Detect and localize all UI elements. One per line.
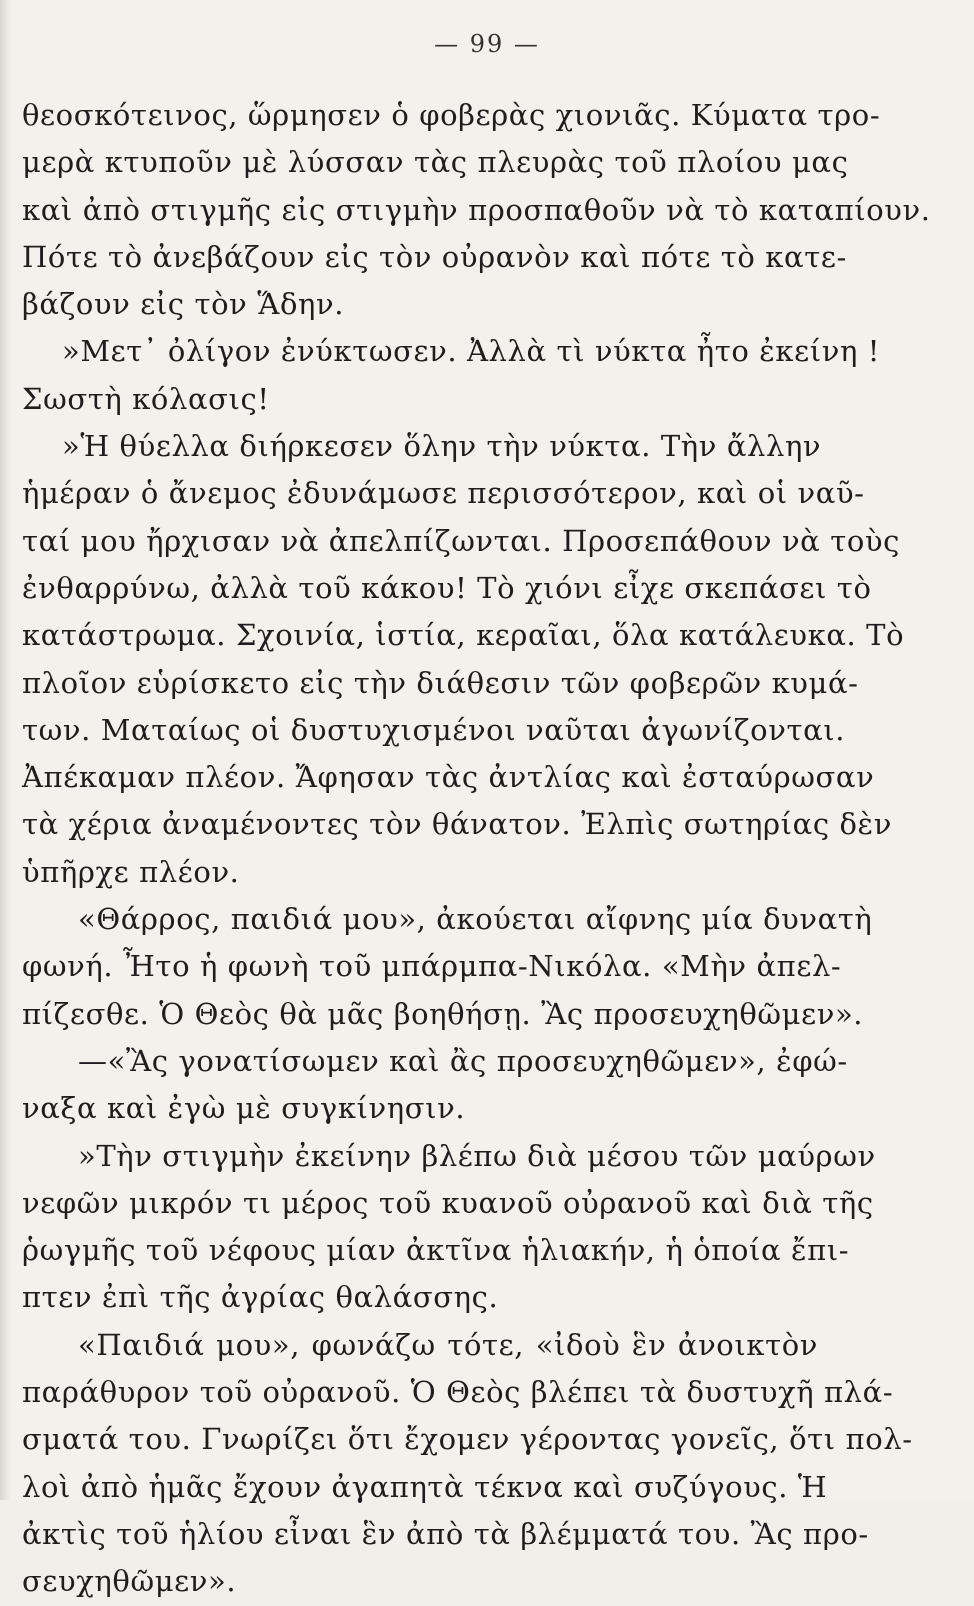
text-line: πίζεσθε. Ὁ Θεὸς θὰ μᾶς βοηθήσῃ. Ἂς προσευχηθῶμεν». — [22, 996, 864, 1031]
text-line: Σωστὴ κόλασις! — [22, 381, 270, 416]
text-line: λοὶ ἀπὸ ἡμᾶς ἔχουν ἀγαπητὰ τέκνα καὶ συζύγους. Ἡ — [22, 1469, 828, 1504]
text-line: τὰ χέρια ἀναμένοντες τὸν θάνατον. Ἐλπὶς σωτηρίας δὲν — [22, 807, 892, 842]
text-line: ὑπῆρχε πλέον. — [22, 854, 240, 889]
text-line: Πότε τὸ ἀνεβάζουν εἰς τὸν οὐρανὸν καὶ πότε τὸ κατε- — [22, 239, 847, 274]
text-line: μερὰ κτυποῦν μὲ λύσσαν τὰς πλευρὰς τοῦ πλοίου μας — [22, 145, 849, 180]
text-line: φωνή. Ἦτο ἡ φωνὴ τοῦ μπάρμπα-Νικόλα. «Μὴν ἀπελ- — [22, 949, 842, 984]
text-line: ταί μου ἤρχισαν νὰ ἀπελπίζωνται. Προσεπάθουν νὰ τοὺς — [22, 523, 900, 558]
text-line: πλοῖον εὑρίσκετο εἰς τὴν διάθεσιν τῶν φοβερῶν κυμά- — [22, 665, 859, 700]
text-line: των. Ματαίως οἱ δυστυχισμένοι ναῦται ἀγωνίζονται. — [22, 712, 846, 747]
text-line: νεφῶν μικρόν τι μέρος τοῦ κυανοῦ οὐρανοῦ καὶ διὰ τῆς — [22, 1185, 874, 1220]
text-line: πτεν ἐπὶ τῆς ἀγρίας θαλάσσης. — [22, 1280, 499, 1315]
text-line: ἐνθαρρύνω, ἀλλὰ τοῦ κάκου! Τὸ χιόνι εἶχε σκεπάσει τὸ — [22, 570, 872, 605]
text-line: παράθυρον τοῦ οὐρανοῦ. Ὁ Θεὸς βλέπει τὰ δυστυχῆ πλά- — [22, 1375, 894, 1410]
text-line: σματά του. Γνωρίζει ὅτι ἔχομεν γέροντας γονεῖς, ὅτι πολ- — [22, 1422, 913, 1457]
text-line: —«Ἂς γονατίσωμεν καὶ ἂς προσευχηθῶμεν», ἐφώ- — [78, 1043, 848, 1078]
text-line: κατάστρωμα. Σχοινία, ἱστία, κεραῖαι, ὅλα κατάλευκα. Τὸ — [22, 618, 905, 653]
page-binding-edge — [0, 0, 12, 1500]
text-line: «Θάρρος, παιδιά μου», ἀκούεται αἴφνης μία δυνατὴ — [78, 902, 873, 937]
text-line: βάζουν εἰς τὸν Ἅδην. — [22, 287, 345, 322]
text-line: »Ἡ θύελλα διήρκεσεν ὅλην τὴν νύκτα. Τὴν ἄλλην — [62, 429, 822, 464]
text-line: ναξα καὶ ἐγὼ μὲ συγκίνησιν. — [22, 1091, 466, 1126]
text-line: ῥωγμῆς τοῦ νέφους μίαν ἀκτῖνα ἡλιακήν, ἡ ὁποία ἔπι- — [22, 1233, 850, 1268]
text-line: »Μετ᾽ ὀλίγον ἐνύκτωσεν. Ἀλλὰ τὶ νύκτα ἦτο ἐκείνη ! — [62, 334, 881, 369]
body-text — [22, 92, 931, 1606]
page-number: — 99 — — [434, 30, 540, 58]
text-line: »Τὴν στιγμὴν ἐκείνην βλέπω διὰ μέσου τῶν μαύρων — [78, 1138, 876, 1173]
text-line: καὶ ἀπὸ στιγμῆς εἰς στιγμὴν προσπαθοῦν νὰ τὸ καταπίουν. — [22, 192, 931, 227]
text-line: ἀκτὶς τοῦ ἡλίου εἶναι ἓν ἀπὸ τὰ βλέμματά του. Ἂς προ- — [22, 1516, 869, 1551]
text-line: «Παιδιά μου», φωνάζω τότε, «ἰδοὺ ἓν ἀνοικτὸν — [78, 1327, 818, 1362]
text-line: ἡμέραν ὁ ἄνεμος ἐδυνάμωσε περισσότερον, καὶ οἱ ναῦ- — [22, 476, 865, 511]
text-line: σευχηθῶμεν». — [22, 1564, 237, 1599]
text-line: Ἀπέκαμαν πλέον. Ἄφησαν τὰς ἀντλίας καὶ ἐσταύρωσαν — [22, 760, 875, 795]
text-line: θεοσκότεινος, ὥρμησεν ὁ φοβερὰς χιονιᾶς. Κύματα τρο- — [22, 98, 881, 132]
